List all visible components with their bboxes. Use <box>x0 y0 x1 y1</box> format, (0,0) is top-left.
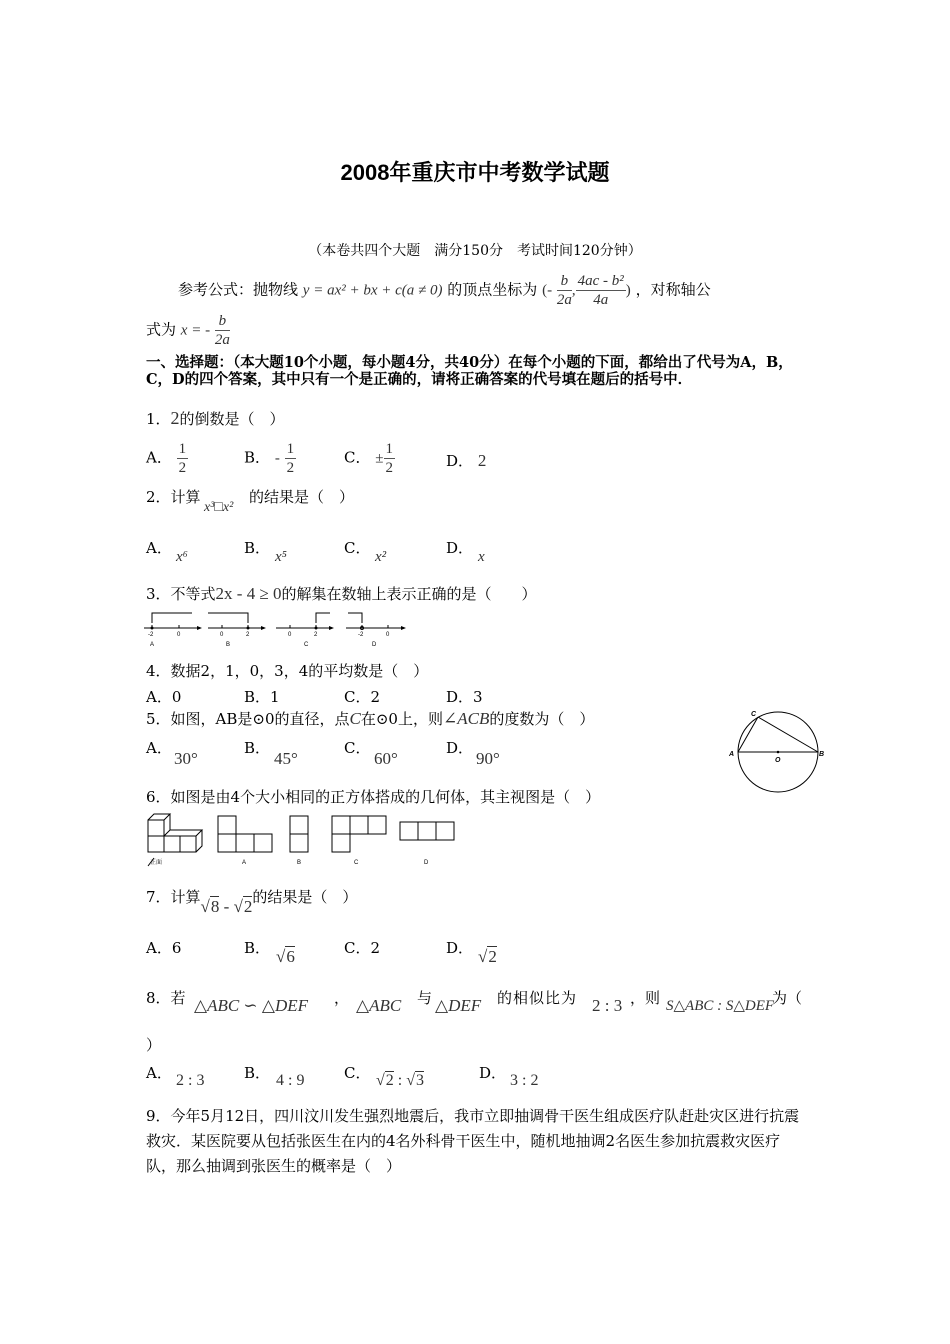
q8-triangle-2: △DEF <box>435 996 482 1015</box>
q5-circle-figure <box>728 705 825 793</box>
vertex-y-den: 4a <box>593 292 609 308</box>
q3-d-tick-1: -2 <box>358 632 364 638</box>
q8-c-label: C． <box>344 1064 371 1082</box>
q5-fig-label-a: A <box>729 751 735 758</box>
q5-b-value: 45° <box>274 749 298 768</box>
q3-label-d: D <box>372 642 377 648</box>
q4-option-c: C．2 <box>344 688 381 706</box>
q6-label-c: C <box>354 860 359 866</box>
q2-a-label: A． <box>146 539 172 557</box>
q6-label-b: B <box>297 860 302 866</box>
vertex-close: ) <box>625 282 631 299</box>
q1-d-label: D． <box>446 452 474 470</box>
question-3 <box>146 583 537 604</box>
q8-c-value: √2 : √3 <box>376 1072 425 1089</box>
formula-line-2 <box>146 312 230 349</box>
q4-option-d: D．3 <box>446 688 483 706</box>
q8-a-value: 2 : 3 <box>176 1072 205 1089</box>
formula-line2-prefix: 式为 <box>146 320 177 339</box>
q5-d-value: 90° <box>476 749 500 768</box>
q7-text: 的结果是（ ） <box>252 888 358 906</box>
q3-a-tick-1: -2 <box>148 632 154 638</box>
q2-d-value: x <box>478 549 485 565</box>
q5-angle: ∠ACB <box>442 709 490 728</box>
q7-b-value: √6 <box>276 947 295 966</box>
vertex-open: (- <box>542 282 553 299</box>
question-2 <box>146 486 201 507</box>
axis-fraction <box>215 312 230 349</box>
q8-c-radicand-2: 3 <box>416 1072 425 1089</box>
q8-triangle-1: △ABC <box>356 996 402 1015</box>
q3-label-b: B <box>226 642 231 648</box>
question-1 <box>146 408 285 429</box>
q7-number: 7．计算 <box>146 888 201 906</box>
q7-d-radicand: 2 <box>488 947 497 966</box>
q3-number-lines <box>142 606 414 648</box>
q4-option-b: B．1 <box>244 688 280 706</box>
vertex-y-fraction <box>576 272 626 309</box>
q5-d-label: D． <box>446 739 474 757</box>
q1-a-num: 1 <box>178 441 187 457</box>
q6-figures <box>142 808 458 870</box>
q1-c-sign: ± <box>375 450 384 467</box>
q7-d-value: √2 <box>478 947 497 966</box>
q5-fig-label-c: C <box>751 711 757 718</box>
q7-b-label: B． <box>244 939 271 957</box>
q1-option-a <box>146 440 188 477</box>
q5-c-value: 60° <box>374 749 398 768</box>
q4-option-a: A．0 <box>146 688 182 706</box>
formula-suffix: ，对称轴公 <box>635 280 711 299</box>
q3-label-c: C <box>304 642 309 648</box>
q8-comma: ， <box>334 989 350 1007</box>
q5-fig-label-b: B <box>819 751 825 758</box>
q5-b-label: B． <box>244 739 271 757</box>
formula-prefix: 参考公式：抛物线 <box>178 280 299 299</box>
q3-c-tick-1: 0 <box>288 632 292 638</box>
axis-equation: x = - <box>180 322 211 339</box>
q5-fig-label-o: O <box>775 757 781 764</box>
q8-c-radicand-1: 2 <box>385 1072 394 1089</box>
q1-d-value: 2 <box>477 451 487 470</box>
q5-a-value: 30° <box>174 749 198 768</box>
q5-middle: 在⊙0上，则 <box>360 710 443 728</box>
formula-middle: 的顶点坐标为 <box>447 280 538 299</box>
q5-prefix: 5．如图，AB是⊙0的直径，点 <box>146 710 350 728</box>
q3-text: 的解集在数轴上表示正确的是（ ） <box>281 585 537 603</box>
q8-and: 与 <box>417 989 433 1007</box>
q1-c-label: C． <box>344 448 371 467</box>
q6-label-d: D <box>424 860 429 866</box>
q8-c-colon: : <box>393 1072 407 1089</box>
q1-c-den: 2 <box>385 460 393 476</box>
q2-c-value: x² <box>375 549 387 565</box>
q1-a-den: 2 <box>178 460 187 476</box>
q3-b-tick-1: 0 <box>220 632 224 638</box>
q2-c-label: C． <box>344 539 371 557</box>
q1-b-frac <box>285 440 297 477</box>
q1-a-label: A． <box>146 448 172 467</box>
q3-expr: 2x - 4 ≥ 0 <box>215 584 282 603</box>
q8-area-ratio: S△ABC : S△DEF <box>666 998 775 1014</box>
question-5 <box>146 708 594 729</box>
q3-c-tick-2: 2 <box>314 632 318 638</box>
q1-option-c <box>344 440 395 477</box>
q3-number: 3．不等式 <box>146 585 216 603</box>
vertex-x-num: b <box>557 272 572 291</box>
q2-expr: x³□x² <box>204 500 234 515</box>
q1-option-d <box>446 450 486 471</box>
q2-d-label: D． <box>446 539 474 557</box>
vertex-y-num: 4ac - b² <box>577 273 624 289</box>
q1-text: 的倒数是（ ） <box>179 410 285 428</box>
q5-a-label: A． <box>146 739 172 757</box>
q8-then: ，则 <box>630 989 661 1007</box>
q7-sqrt-8: 8 <box>210 897 220 916</box>
question-6: 6．如图是由4个大小相同的正方体搭成的几何体，其主视图是（ ） <box>146 788 601 806</box>
q8-number: 8．若 <box>146 989 186 1007</box>
q8-similarity: △ABC ∽ △DEF <box>194 996 309 1015</box>
question-9: 9．今年5月12日，四川汶川发生强烈地震后，我市立即抽调骨干医生组成医疗队赶赴灾区进行抗震救灾．某医院要从包括张医生在内的4名外科骨干医生中，随机地抽调2名医生参加抗震救灾医疗队，那么抽调到张医生的概率是（ ） <box>146 1107 800 1175</box>
vertex-x-den: 2a <box>556 292 572 308</box>
q1-number: 1． <box>146 410 171 428</box>
question-4: 4．数据2，1，0，3，4的平均数是（ ） <box>146 662 429 680</box>
q7-b-radicand: 6 <box>286 947 295 966</box>
q1-b-num: 1 <box>286 441 295 457</box>
axis-den: 2a <box>214 332 230 348</box>
q8-ratio-text: 的相似比为 <box>497 989 578 1007</box>
q3-d-tick-2: 0 <box>386 632 390 638</box>
q1-c-frac <box>384 440 396 477</box>
q1-a-frac <box>177 440 189 477</box>
q2-text: 的结果是（ ） <box>249 488 355 506</box>
q1-b-sign: - <box>274 450 280 467</box>
q6-label-a: A <box>242 860 247 866</box>
formula-line <box>178 272 711 309</box>
q8-d-label: D． <box>479 1064 507 1082</box>
q1-c-num: 1 <box>385 441 393 457</box>
page-title: 2008年重庆市中考数学试题 <box>340 160 610 185</box>
q7-option-a: A．6 <box>146 939 182 957</box>
q8-ratio: 2 : 3 <box>592 996 623 1015</box>
q8-close: ） <box>146 1036 162 1054</box>
axis-num: b <box>215 312 230 331</box>
q1-b-den: 2 <box>286 460 295 476</box>
q8-d-value: 3 : 2 <box>510 1072 539 1089</box>
q1-b-label: B． <box>244 448 271 467</box>
q8-b-value: 4 : 9 <box>276 1072 305 1089</box>
q2-b-label: B． <box>244 539 271 557</box>
section-heading: 一、选择题：（本大题10个小题，每小题4分，共40分）在每个小题的下面，都给出了代号为A，B，C，D的四个答案，其中只有一个是正确的，请将正确答案的代号填在题后的括号中． <box>146 354 793 388</box>
parabola-equation: y = ax² + bx + c(a ≠ 0) <box>302 282 443 299</box>
q6-front-label: 正面 <box>150 860 163 866</box>
q7-d-label: D． <box>446 939 474 957</box>
q7-minus: - <box>223 897 230 916</box>
q5-point: C <box>349 709 361 728</box>
q1-expr: 2 <box>170 408 180 428</box>
q5-suffix: 的度数为（ ） <box>489 710 595 728</box>
q7-sqrt-2: 2 <box>243 897 253 916</box>
exam-info: （本卷共四个大题 满分150分 考试时间120分钟） <box>308 243 642 259</box>
q8-wei: 为（ <box>772 989 803 1007</box>
q2-b-value: x⁵ <box>275 549 287 565</box>
q7-option-c: C．2 <box>344 939 381 957</box>
q2-a-value: x⁶ <box>176 549 188 565</box>
q8-b-label: B． <box>244 1064 271 1082</box>
question-7: 7．计算√8 - √2的结果是（ ） <box>146 888 358 916</box>
q3-label-a: A <box>150 642 155 648</box>
vertex-comma: , <box>571 282 576 299</box>
vertex-x-fraction <box>557 272 572 309</box>
q3-b-tick-2: 2 <box>246 632 250 638</box>
q3-a-tick-2: 0 <box>177 632 181 638</box>
q5-c-label: C． <box>344 739 371 757</box>
q2-number: 2．计算 <box>146 488 201 506</box>
q8-a-label: A． <box>146 1064 172 1082</box>
q1-option-b <box>244 440 296 477</box>
